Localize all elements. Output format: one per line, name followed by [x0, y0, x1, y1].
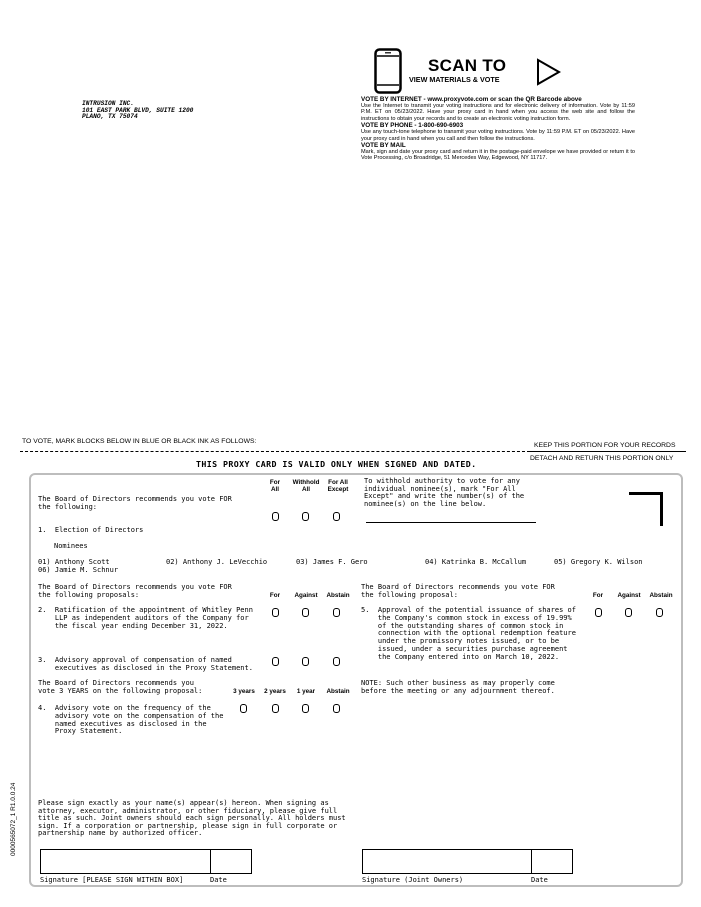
item-4-label: 4. Advisory vote on the frequency of the advisory vote on the compensation of the named executives as disclosed in the Proxy Statement.: [38, 704, 224, 736]
board-recommendation-2: The Board of Directors recommends you vote FOR the following proposals:: [38, 583, 232, 599]
for-all-except-checkbox[interactable]: [333, 512, 340, 521]
vote-mail-heading: VOTE BY MAIL: [361, 142, 406, 150]
address-line-1: INTRUSION INC.: [82, 100, 134, 107]
joint-signature-date-box[interactable]: [531, 849, 573, 874]
item-5-for-checkbox[interactable]: [595, 608, 602, 617]
col-abstain-right: Abstain: [649, 592, 673, 599]
withhold-all-checkbox[interactable]: [302, 512, 309, 521]
col-for-all-except: For All Except: [327, 479, 349, 493]
item-4-3-years-checkbox[interactable]: [240, 704, 247, 713]
item-2-for-checkbox[interactable]: [272, 608, 279, 617]
nominee-03: 03) James F. Gero: [296, 558, 368, 566]
item-5-abstain-checkbox[interactable]: [656, 608, 663, 617]
item-1-label: 1. Election of Directors: [38, 526, 144, 534]
col-for-right: For: [592, 592, 604, 599]
address-line-3: PLANO, TX 75074: [82, 113, 138, 121]
vote-phone-text: Use any touch-tone telephone to transmit your voting instructions. Vote by 11:59 P.M. ET on 05/23/2022. Have your proxy card in hand when you call and then follow the instructions.: [361, 129, 635, 142]
detach-line: [20, 451, 530, 452]
col-abstain-left: Abstain: [326, 592, 350, 599]
col-2-years: 2 years: [264, 688, 286, 695]
col-for-all: For All: [269, 479, 281, 493]
item-2-label: 2. Ratification of the appointment of Whitley Penn LLP as independent auditors of the Company for the fiscal year ending December 31, 2022.: [38, 606, 253, 630]
vote-mail-text: Mark, sign and date your proxy card and return it in the postage-paid envelope we have provided or return it to Vote Processing, c/o Broadridge, 51 Mercedes Way, Edgewood, NY 11717.: [361, 149, 635, 162]
item-5-against-checkbox[interactable]: [625, 608, 632, 617]
signature-label: Signature [PLEASE SIGN WITHIN BOX]: [40, 876, 184, 884]
withhold-note: To withhold authority to vote for any individual nominee(s), mark "For All Except" and write the number(s) of the nominee(s) on the line below.: [364, 477, 525, 508]
joint-signature-label: Signature (Joint Owners): [362, 876, 464, 884]
item-4-abstain-checkbox[interactable]: [333, 704, 340, 713]
registration-mark: [629, 492, 663, 526]
col-against-right: Against: [617, 592, 641, 599]
signature-date-label: Date: [210, 876, 227, 884]
joint-signature-date-label: Date: [531, 876, 548, 884]
item-3-for-checkbox[interactable]: [272, 657, 279, 666]
col-3-years: 3 years: [233, 688, 255, 695]
item-5-label: 5. Approval of the potential issuance of shares of the Company's common stock in excess of 19.99% of the outstanding shares of common stock in connection with the optional redemption feature under the promissory notes issued, or to be issued, under a securities purchase agreement the Company entered into on March 10, 2022.: [361, 606, 576, 661]
valid-notice: THIS PROXY CARD IS VALID ONLY WHEN SIGNED AND DATED.: [196, 459, 477, 469]
item-3-against-checkbox[interactable]: [302, 657, 309, 666]
nominees-label: Nominees: [54, 542, 88, 550]
vote-internet-text: Use the Internet to transmit your voting instructions and for electronic delivery of information. Vote by 11:59 P.M. ET on 05/23/2022. Have your proxy card in hand when you access the web site and follow the instructions to obtain your records and to create an electronic voting instruction form.: [361, 103, 635, 122]
item-2-against-checkbox[interactable]: [302, 608, 309, 617]
nominee-02: 02) Anthony J. LeVecchio: [166, 558, 268, 566]
item-4-2-years-checkbox[interactable]: [272, 704, 279, 713]
nominee-06: 06) Jamie M. Schnur: [38, 566, 119, 574]
address-line-2: 101 EAST PARK BLVD, SUITE 1200: [82, 106, 194, 114]
item-3-abstain-checkbox[interactable]: [333, 657, 340, 666]
item-3-label: 3. Advisory approval of compensation of named executives as disclosed in the Proxy Statement.: [38, 656, 253, 672]
item-4-1-year-checkbox[interactable]: [302, 704, 309, 713]
play-arrow-icon: [536, 58, 562, 86]
scan-title: SCAN TO: [428, 56, 507, 75]
col-against-left: Against: [294, 592, 318, 599]
item-2-abstain-checkbox[interactable]: [333, 608, 340, 617]
nominee-01: 01) Anthony Scott: [38, 558, 110, 566]
form-code: 0000565072_1 R1.0.0.24: [10, 782, 17, 856]
nominee-number-line[interactable]: [366, 522, 536, 523]
board-recommendation-3: The Board of Directors recommends you vote 3 YEARS on the following proposal:: [38, 679, 203, 695]
other-business-note: NOTE: Such other business as may properly come before the meeting or any adjournment thereof.: [361, 679, 555, 695]
signing-instructions: Please sign exactly as your name(s) appear(s) hereon. When signing as attorney, executor, administrator, or other fiduciary, please give full title as such. Joint owners should each sign personally. All holders must sign. If a corporation or partnership, please sign in full corporate or partnership name by authorized officer.: [38, 799, 346, 838]
board-recommendation-1: The Board of Directors recommends you vote FOR the following:: [38, 495, 232, 511]
return-address: [82, 101, 193, 121]
for-all-checkbox[interactable]: [272, 512, 279, 521]
signature-box[interactable]: [40, 849, 211, 874]
joint-signature-box[interactable]: [362, 849, 532, 874]
detach-portion-label: DETACH AND RETURN THIS PORTION ONLY: [530, 455, 674, 462]
nominee-05: 05) Gregory K. Wilson: [554, 558, 643, 566]
board-recommendation-4: The Board of Directors recommends you vote FOR the following proposal:: [361, 583, 555, 599]
signature-date-box[interactable]: [210, 849, 252, 874]
col-withhold-all: Withhold All: [292, 479, 320, 493]
vote-instructions: [361, 96, 635, 162]
scan-subtitle: VIEW MATERIALS & VOTE: [409, 75, 500, 84]
nominee-04: 04) Katrinka B. McCallum: [425, 558, 527, 566]
vote-internet-heading: VOTE BY INTERNET - www.proxyvote.com or scan the QR Barcode above: [361, 96, 582, 103]
col-for-left: For: [269, 592, 281, 599]
mobile-phone-icon: [374, 48, 402, 94]
col-abstain-item4: Abstain: [326, 688, 350, 695]
keep-underline: [530, 451, 686, 452]
col-1-year: 1 year: [296, 688, 316, 695]
keep-portion-label: KEEP THIS PORTION FOR YOUR RECORDS: [534, 442, 676, 449]
marking-instructions: TO VOTE, MARK BLOCKS BELOW IN BLUE OR BLACK INK AS FOLLOWS:: [22, 438, 257, 445]
vote-phone-heading: VOTE BY PHONE - 1-800-690-6903: [361, 122, 464, 130]
